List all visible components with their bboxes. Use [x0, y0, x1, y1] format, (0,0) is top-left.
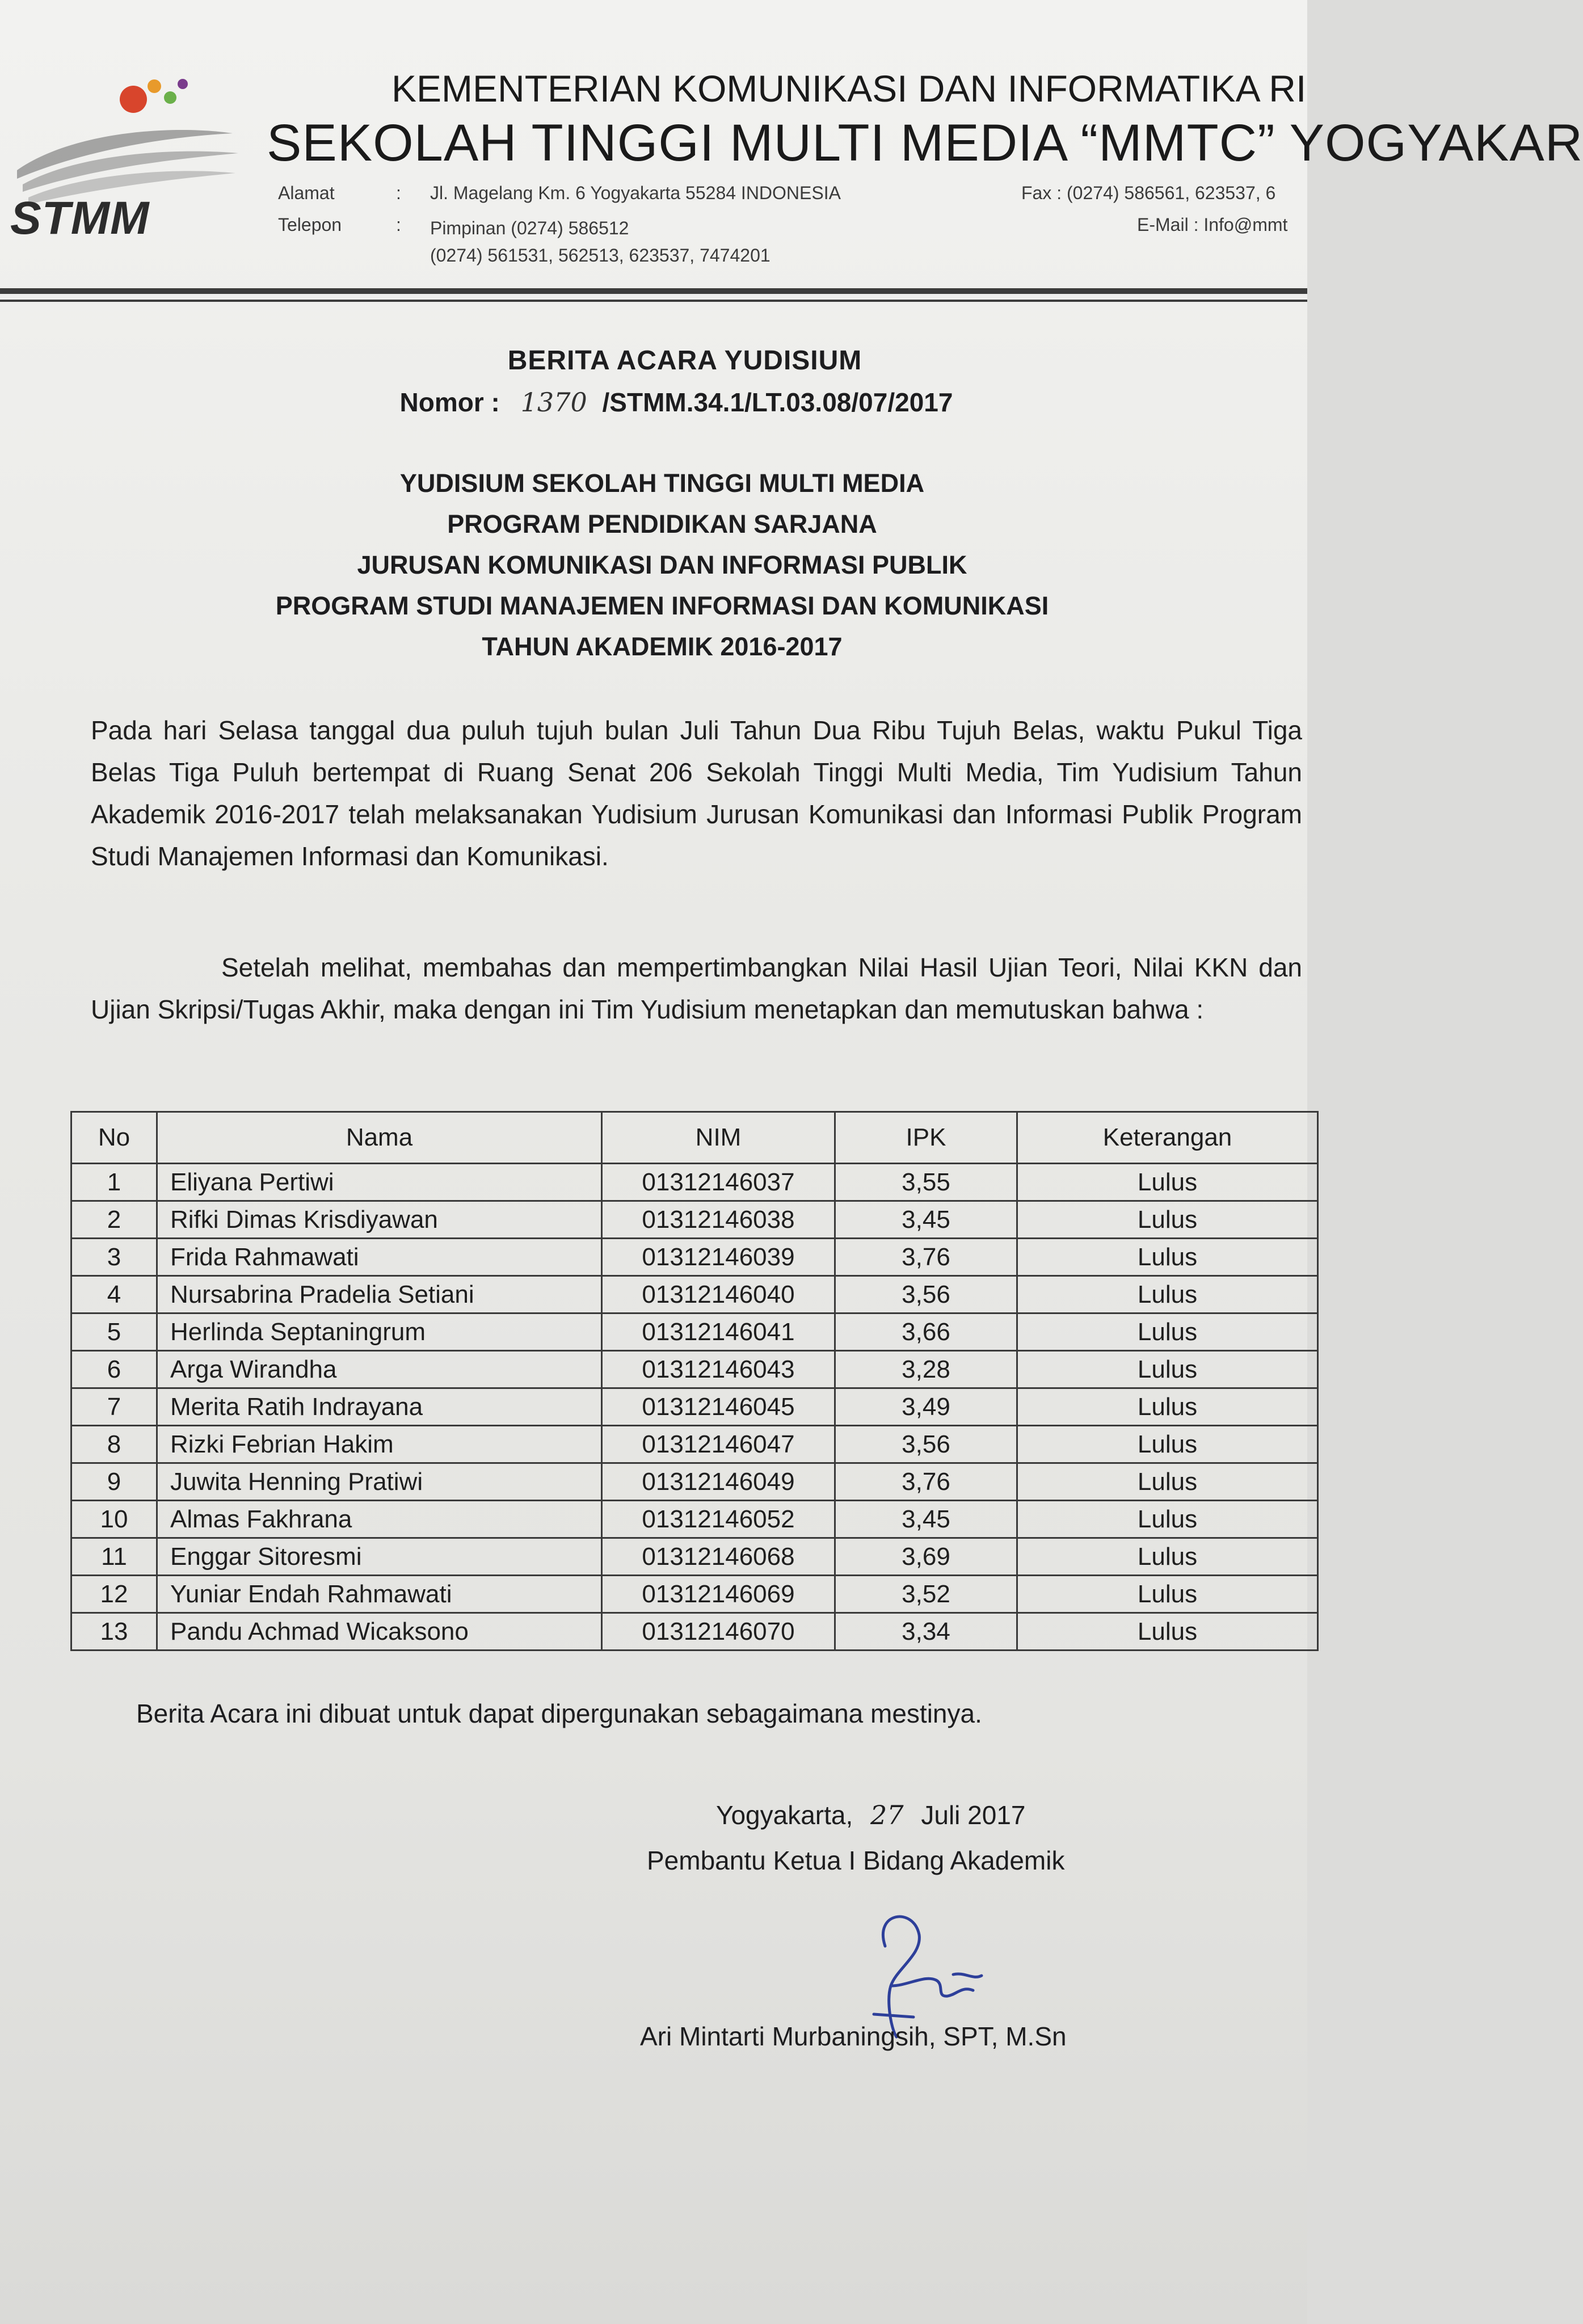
address-value: Jl. Magelang Km. 6 Yogyakarta 55284 INDONESIA	[430, 183, 841, 203]
cell-nim: 01312146039	[602, 1239, 835, 1276]
table-row	[71, 1463, 1318, 1501]
cell-no: 9	[71, 1463, 157, 1501]
table-row	[71, 1313, 1318, 1351]
cell-nim: 01312146052	[602, 1501, 835, 1538]
header-no: No	[71, 1112, 157, 1164]
letterhead-rule-thin	[0, 300, 1307, 302]
logo-dot-orange	[148, 79, 161, 93]
cell-nama: Pandu Achmad Wicaksono	[157, 1613, 602, 1651]
paragraph-opening-text: Pada hari Selasa tanggal dua puluh tujuh bulan Juli Tahun Dua Ribu Tujuh Belas, waktu Pukul Tiga Belas Tiga Puluh bertempat di Ruang Senat 206 Sekolah Tinggi Multi Media, Tim Yudisium Tahun Akademik 2016-2017 telah melaksanakan Yudisium Jurusan Komunikasi dan Informasi Publik Program Studi Manajemen Informasi dan Komunikasi.	[91, 715, 1302, 871]
cell-ipk: 3,28	[835, 1351, 1017, 1388]
cell-nim: 01312146069	[602, 1576, 835, 1613]
cell-no: 12	[71, 1576, 157, 1613]
table-row	[71, 1276, 1318, 1313]
cell-no: 4	[71, 1276, 157, 1313]
cell-no: 13	[71, 1613, 157, 1651]
cell-ipk: 3,34	[835, 1613, 1017, 1651]
cell-no: 11	[71, 1538, 157, 1576]
signer-name: Ari Mintarti Murbaningsih, SPT, M.Sn	[640, 2022, 1067, 2051]
cell-no: 2	[71, 1201, 157, 1239]
cell-nama: Nursabrina Pradelia Setiani	[157, 1276, 602, 1313]
table-row	[71, 1538, 1318, 1576]
cell-nama: Rizki Febrian Hakim	[157, 1426, 602, 1463]
cell-no: 6	[71, 1351, 157, 1388]
cell-nama: Yuniar Endah Rahmawati	[157, 1576, 602, 1613]
table-row	[71, 1351, 1318, 1388]
heading-line-5: TAHUN AKADEMIK 2016-2017	[482, 632, 843, 661]
cell-keterangan: Lulus	[1017, 1538, 1318, 1576]
table-row	[71, 1388, 1318, 1426]
cell-keterangan: Lulus	[1017, 1388, 1318, 1426]
phone-separator: :	[396, 214, 401, 235]
closing-statement: Berita Acara ini dibuat untuk dapat dipergunakan sebagaimana mestinya.	[136, 1699, 982, 1728]
heading-line-4: PROGRAM STUDI MANAJEMEN INFORMASI DAN KOMUNIKASI	[275, 591, 1049, 620]
paragraph-decision-text: Setelah melihat, membahas dan mempertimbangkan Nilai Hasil Ujian Teori, Nilai KKN dan Ujian Skripsi/Tugas Akhir, maka dengan ini Tim Yudisium menetapkan dan memutuskan bahwa :	[91, 953, 1302, 1024]
cell-keterangan: Lulus	[1017, 1463, 1318, 1501]
official-title: Pembantu Ketua I Bidang Akademik	[647, 1846, 1065, 1875]
table-header-row	[71, 1112, 1318, 1164]
cell-ipk: 3,45	[835, 1201, 1017, 1239]
document-title: BERITA ACARA YUDISIUM	[507, 346, 862, 376]
cell-nama: Arga Wirandha	[157, 1351, 602, 1388]
cell-ipk: 3,69	[835, 1538, 1017, 1576]
logo-wordmark: STMM	[10, 192, 150, 244]
cell-keterangan: Lulus	[1017, 1201, 1318, 1239]
header-ipk: IPK	[835, 1112, 1017, 1164]
cell-no: 5	[71, 1313, 157, 1351]
table-body	[71, 1164, 1318, 1651]
paragraph-opening	[91, 709, 1302, 877]
cell-nama: Frida Rahmawati	[157, 1239, 602, 1276]
address-label: Alamat	[278, 183, 335, 203]
cell-ipk: 3,49	[835, 1388, 1017, 1426]
cell-keterangan: Lulus	[1017, 1351, 1318, 1388]
logo-dot-green	[164, 91, 176, 104]
cell-nama: Juwita Henning Pratiwi	[157, 1463, 602, 1501]
phone-value-2: (0274) 561531, 562513, 623537, 7474201	[430, 245, 771, 266]
cell-ipk: 3,76	[835, 1239, 1017, 1276]
cell-keterangan: Lulus	[1017, 1276, 1318, 1313]
cell-ipk: 3,52	[835, 1576, 1017, 1613]
header-nama: Nama	[157, 1112, 602, 1164]
table-row	[71, 1201, 1318, 1239]
cell-nim: 01312146070	[602, 1613, 835, 1651]
date-month-year: Juli 2017	[921, 1800, 1026, 1830]
cell-keterangan: Lulus	[1017, 1239, 1318, 1276]
letterhead-rule-thick	[0, 288, 1307, 294]
table-row	[71, 1164, 1318, 1201]
cell-ipk: 3,55	[835, 1164, 1017, 1201]
place-date	[716, 1800, 1026, 1830]
cell-nim: 01312146040	[602, 1276, 835, 1313]
cell-keterangan: Lulus	[1017, 1613, 1318, 1651]
date-day-handwritten: 27	[870, 1800, 904, 1830]
paragraph-decision	[91, 946, 1302, 1030]
ministry-name: KEMENTERIAN KOMUNIKASI DAN INFORMATIKA RI	[391, 68, 1307, 110]
cell-nim: 01312146045	[602, 1388, 835, 1426]
document-number	[0, 387, 1307, 418]
heading-line-2: PROGRAM PENDIDIKAN SARJANA	[447, 510, 877, 538]
cell-nim: 01312146043	[602, 1351, 835, 1388]
header-nim: NIM	[602, 1112, 835, 1164]
cell-keterangan: Lulus	[1017, 1426, 1318, 1463]
header-keterangan: Keterangan	[1017, 1112, 1318, 1164]
cell-nim: 01312146041	[602, 1313, 835, 1351]
cell-ipk: 3,56	[835, 1426, 1017, 1463]
cell-nama: Merita Ratih Indrayana	[157, 1388, 602, 1426]
fax-number: Fax : (0274) 586561, 623537, 6	[1021, 183, 1276, 203]
cell-nama: Rifki Dimas Krisdiyawan	[157, 1201, 602, 1239]
heading-line-3: JURUSAN KOMUNIKASI DAN INFORMASI PUBLIK	[357, 550, 967, 579]
cell-keterangan: Lulus	[1017, 1313, 1318, 1351]
document-number-suffix: /STMM.34.1/LT.03.08/07/2017	[602, 388, 953, 417]
phone-value-1: Pimpinan (0274) 586512	[430, 218, 629, 238]
logo-dot-red	[120, 86, 147, 113]
cell-nim: 01312146038	[602, 1201, 835, 1239]
cell-ipk: 3,66	[835, 1313, 1017, 1351]
cell-nama: Herlinda Septaningrum	[157, 1313, 602, 1351]
table-row	[71, 1426, 1318, 1463]
place: Yogyakarta,	[716, 1800, 853, 1830]
cell-no: 10	[71, 1501, 157, 1538]
cell-nim: 01312146047	[602, 1426, 835, 1463]
cell-nama: Enggar Sitoresmi	[157, 1538, 602, 1576]
heading-line-1: YUDISIUM SEKOLAH TINGGI MULTI MEDIA	[399, 469, 925, 498]
cell-ipk: 3,76	[835, 1463, 1017, 1501]
cell-nama: Eliyana Pertiwi	[157, 1164, 602, 1201]
cell-keterangan: Lulus	[1017, 1164, 1318, 1201]
cell-nim: 01312146049	[602, 1463, 835, 1501]
address-separator: :	[396, 183, 401, 203]
school-name: SEKOLAH TINGGI MULTI MEDIA “MMTC” YOGYAKAR	[267, 114, 1583, 172]
cell-ipk: 3,45	[835, 1501, 1017, 1538]
document-number-handwritten: 1370	[520, 387, 587, 418]
cell-no: 7	[71, 1388, 157, 1426]
table-row	[71, 1501, 1318, 1538]
table-row	[71, 1613, 1318, 1651]
cell-nama: Almas Fakhrana	[157, 1501, 602, 1538]
phone-label: Telepon	[278, 214, 342, 235]
table-row	[71, 1576, 1318, 1613]
cell-no: 8	[71, 1426, 157, 1463]
cell-no: 1	[71, 1164, 157, 1201]
document-number-prefix: Nomor :	[399, 388, 500, 417]
logo-dot-purple	[178, 79, 188, 89]
cell-keterangan: Lulus	[1017, 1501, 1318, 1538]
cell-nim: 01312146037	[602, 1164, 835, 1201]
cell-no: 3	[71, 1239, 157, 1276]
cell-nim: 01312146068	[602, 1538, 835, 1576]
cell-ipk: 3,56	[835, 1276, 1017, 1313]
cell-keterangan: Lulus	[1017, 1576, 1318, 1613]
email-address: E-Mail : Info@mmt	[1137, 214, 1288, 235]
table-row	[71, 1239, 1318, 1276]
yudisium-results-table	[70, 1111, 1319, 1651]
